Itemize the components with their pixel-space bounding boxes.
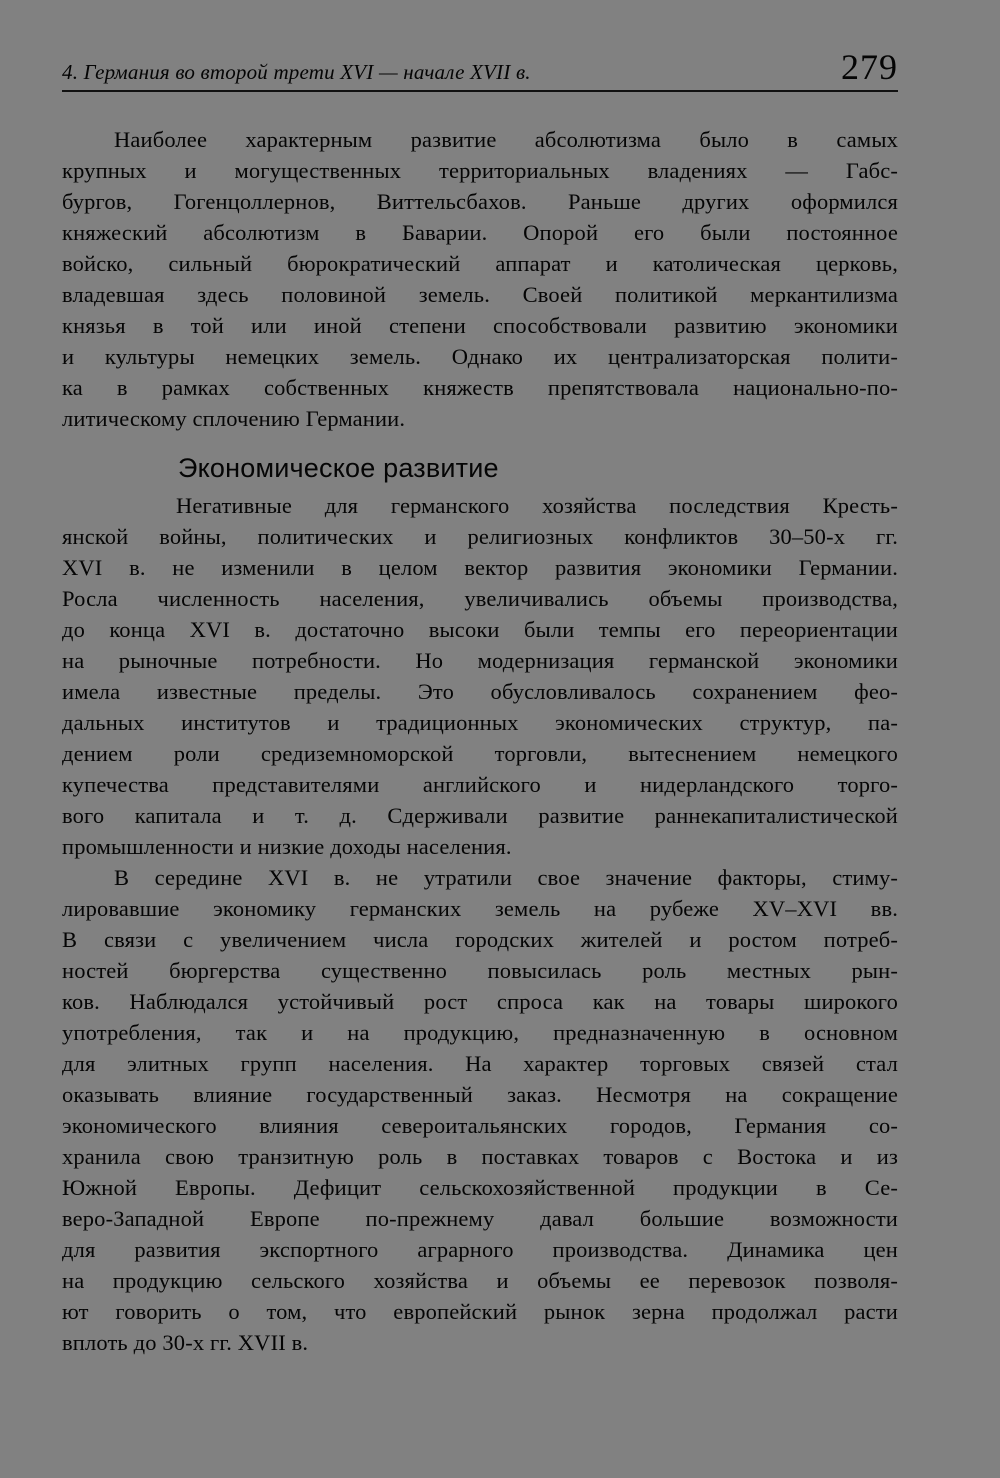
- paragraph-economy-limits: [62, 490, 898, 862]
- text-line: литическому сплочению Германии.: [62, 406, 406, 431]
- text-line: и культуры немецких земель. Однако их централизаторская полити-: [62, 344, 898, 369]
- text-line: княжеский абсолютизм в Баварии. Опорой его были постоянное: [62, 220, 898, 245]
- text-line: XVI в. не изменили в целом вектор развития экономики Германии.: [62, 555, 898, 580]
- text-line: бургов, Гогенцоллернов, Виттельсбахов. Раньше других оформился: [62, 189, 898, 214]
- text-line: Наиболее характерным развитие абсолютизма было в самых: [114, 127, 898, 152]
- text-line: В середине XVI в. не утратили свое значение факторы, стиму-: [114, 865, 898, 890]
- text-line: ков. Наблюдался устойчивый рост спроса как на товары широкого: [62, 989, 898, 1014]
- text-line: ют говорить о том, что европейский рынок зерна продолжал расти: [62, 1299, 898, 1324]
- text-line: имела известные пределы. Это обусловливалось сохранением фео-: [62, 679, 898, 704]
- text-line: Росла численность населения, увеличивались объемы производства,: [62, 586, 898, 611]
- text-line: веро-Западной Европе по-прежнему давал большие возможности: [62, 1206, 898, 1231]
- text-line: ка в рамках собственных княжеств препятствовала национально-по-: [62, 375, 898, 400]
- text-line: князья в той или иной степени способствовали развитию экономики: [62, 313, 898, 338]
- text-line: владевшая здесь половиной земель. Своей политикой меркантилизма: [62, 282, 898, 307]
- text-line: Негативные для германского хозяйства последствия Кресть-: [176, 493, 898, 518]
- text-line: для элитных групп населения. На характер торговых связей стал: [62, 1051, 898, 1076]
- running-header: [62, 46, 898, 92]
- text-line: употребления, так и на продукцию, предназначенную в основном: [62, 1020, 898, 1045]
- text-line: Южной Европы. Дефицит сельскохозяйственной продукции в Се-: [62, 1175, 898, 1200]
- text-line: крупных и могущественных территориальных владениях — Габс-: [62, 158, 898, 183]
- text-line: ностей бюргерства существенно повысилась роль местных рын-: [62, 958, 898, 983]
- running-title: 4. Германия во второй трети XVI — начале XVII в.: [62, 60, 531, 84]
- body-text: [62, 124, 898, 1358]
- text-line: хранила свою транзитную роль в поставках товаров с Востока и из: [62, 1144, 898, 1169]
- text-line: янской войны, политических и религиозных конфликтов 30–50-х гг.: [62, 524, 898, 549]
- text-line: вого капитала и т. д. Сдерживали развитие раннекапиталистической: [62, 803, 898, 828]
- text-line: В связи с увеличением числа городских жителей и ростом потреб-: [62, 927, 898, 952]
- text-line: лировавшие экономику германских земель на рубеже XV–XVI вв.: [62, 896, 898, 921]
- text-line: дальных институтов и традиционных экономических структур, па-: [62, 710, 898, 735]
- text-line: до конца XVI в. достаточно высоки были темпы его переориентации: [62, 617, 898, 642]
- book-page: [62, 46, 898, 1358]
- text-line: на продукцию сельского хозяйства и объемы ее перевозок позволя-: [62, 1268, 898, 1293]
- text-line: на рыночные потребности. Но модернизация германской экономики: [62, 648, 898, 673]
- text-line: вплоть до 30-х гг. XVII в.: [62, 1330, 309, 1355]
- paragraph-absolutism: [62, 124, 898, 434]
- page-number: 279: [841, 47, 898, 87]
- section-heading: Экономическое развитие: [178, 453, 499, 483]
- paragraph-economy-factors: [62, 862, 898, 1358]
- text-line: для развития экспортного аграрного производства. Динамика цен: [62, 1237, 898, 1262]
- text-line: оказывать влияние государственный заказ. Несмотря на сокращение: [62, 1082, 898, 1107]
- text-line: промышленности и низкие доходы населения.: [62, 834, 512, 859]
- text-line: дением роли средиземноморской торговли, вытеснением немецкого: [62, 741, 898, 766]
- text-line: войско, сильный бюрократический аппарат и католическая церковь,: [62, 251, 898, 276]
- text-line: купечества представителями английского и нидерландского торго-: [62, 772, 898, 797]
- text-line: экономического влияния североитальянских городов, Германия со-: [62, 1113, 898, 1138]
